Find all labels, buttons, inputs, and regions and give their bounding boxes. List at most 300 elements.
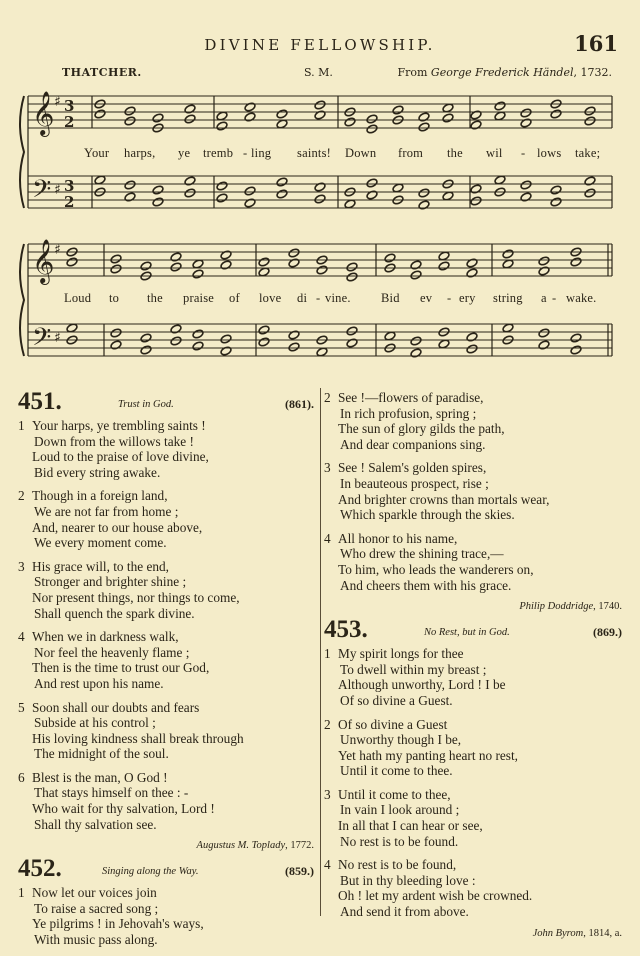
verse-line-text: Who drew the shining trace,—: [340, 546, 504, 562]
hymn-reference: (859.): [285, 864, 314, 879]
lyric-syllable: a: [541, 291, 547, 305]
note-head: [410, 260, 422, 270]
note-head: [66, 257, 78, 267]
verse-line-text: Of so divine a Guest: [338, 716, 448, 732]
hymn-attribution: [324, 601, 622, 612]
note-head: [466, 268, 478, 278]
verse-line: [18, 520, 314, 536]
verse-line: [18, 885, 314, 901]
note-head: [192, 341, 204, 351]
treble-clef: 𝄞: [32, 239, 55, 283]
stanza-number: 4: [18, 629, 25, 645]
verse-line-text: Your harps, ye trembling saints !: [32, 418, 206, 433]
lyric-syllable: Down: [345, 146, 377, 160]
note-head: [110, 340, 122, 350]
verse-line: [324, 562, 622, 578]
verse-line-text: Stronger and brighter shine ;: [34, 574, 187, 590]
verse-line-text: And send it from above.: [340, 904, 469, 920]
verse-line-text: Shall thy salvation see.: [34, 816, 157, 832]
verse-line-text: In vain I look around ;: [340, 802, 460, 818]
note-head: [170, 262, 182, 272]
verse-line-text: His grace will, to the end,: [32, 558, 169, 574]
verse-line-text: That stays himself on thee : -: [34, 785, 189, 801]
stanza-number: 4: [324, 530, 331, 546]
lyric-syllable: the: [447, 146, 463, 160]
hymn-452: [324, 390, 622, 612]
verse-line: [18, 488, 314, 504]
verse-line: [18, 629, 314, 645]
hymn-number: 453.: [324, 616, 368, 644]
note-head: [470, 184, 482, 194]
verse-line: [324, 888, 622, 904]
verse-line: [18, 606, 314, 622]
note-head: [344, 117, 356, 127]
lyric-syllable: wil: [486, 146, 503, 160]
verse-line-text: Unworthy though I be,: [340, 732, 462, 748]
lyric-syllable: ery: [459, 291, 476, 305]
verse-line: [18, 700, 314, 716]
verse-line-text: Ye pilgrims ! in Jehovah's ways,: [32, 916, 204, 932]
lyric-syllable: to: [109, 291, 120, 305]
note-head: [392, 105, 404, 115]
verse-line-text: Although unworthy, Lord ! I be: [338, 677, 506, 693]
verse-line: [324, 693, 622, 709]
verse-line: [324, 677, 622, 693]
note-head: [124, 116, 136, 126]
verse-line: [18, 731, 314, 747]
author-name: John Byrom: [532, 927, 584, 939]
hymn-451: [18, 388, 314, 852]
verse-line: [18, 746, 314, 762]
verse-line: [18, 559, 314, 575]
time-signature-bottom: 2: [64, 113, 75, 131]
note-head: [276, 109, 288, 119]
note-head: [502, 249, 514, 259]
verse-line: [324, 802, 622, 818]
stanza: [324, 857, 622, 919]
verse-line-text: And dear companions sing.: [340, 436, 486, 452]
hymn-number: 452.: [18, 855, 62, 883]
verse-line-text: Of so divine a Guest.: [340, 692, 453, 708]
verse-line: [18, 817, 314, 833]
stanza: [18, 629, 314, 691]
verse-line: [324, 437, 622, 453]
lyric-syllable: di: [297, 291, 308, 305]
lyric-syllable: Bid: [381, 291, 400, 305]
verse-line-text: Then is the time to trust our God,: [32, 660, 210, 676]
note-head: [550, 197, 562, 207]
verse-line: [324, 546, 622, 562]
note-head: [110, 264, 122, 274]
note-head: [346, 262, 358, 272]
page-title: DIVINE FELLOWSHIP.: [204, 36, 436, 54]
stanza-number: 3: [324, 460, 331, 476]
note-head: [538, 256, 550, 266]
note-head: [184, 176, 196, 186]
tune-year: , 1732.: [573, 66, 612, 79]
bass-clef: 𝄢: [32, 323, 52, 358]
hymn-452: [18, 855, 314, 948]
note-head: [584, 188, 596, 198]
verse-line-text: With music pass along.: [34, 932, 158, 948]
note-head: [418, 200, 430, 210]
author-year: , 1740.: [593, 601, 622, 613]
note-head: [584, 106, 596, 116]
note-head: [216, 181, 228, 191]
verse-line-text: We are not far from home ;: [34, 503, 179, 519]
note-head: [244, 186, 256, 196]
lyrics-line-1: [0, 146, 640, 162]
lyric-syllable: from: [398, 146, 424, 160]
verse-line: [18, 645, 314, 661]
hymn-reference: (869.): [593, 625, 622, 640]
hymn-header: [18, 388, 314, 418]
verse-line: [18, 770, 314, 786]
tune-meter: S. M.: [304, 66, 333, 79]
note-head: [346, 326, 358, 336]
verse-line-text: To raise a sacred song ;: [34, 900, 159, 916]
note-head: [258, 325, 270, 335]
lyric-syllable: -: [521, 146, 526, 160]
note-head: [314, 110, 326, 120]
lyric-syllable: ling: [251, 146, 272, 160]
author-year: , 1814, a.: [583, 927, 622, 939]
note-head: [152, 113, 164, 123]
tune-source-prefix: From: [397, 66, 428, 79]
note-head: [140, 345, 152, 355]
note-head: [110, 328, 122, 338]
note-head: [184, 114, 196, 124]
verse-line: [324, 492, 622, 508]
verse-line: [18, 660, 314, 676]
music-score: [0, 0, 640, 390]
verse-line: [324, 748, 622, 764]
verse-line: [324, 531, 622, 547]
key-sharp: ♯: [54, 330, 61, 346]
note-head: [346, 338, 358, 348]
verse-line: [18, 916, 314, 932]
note-head: [466, 332, 478, 342]
hymn-header: [324, 616, 622, 646]
verse-line-text: Loud to the praise of love divine,: [32, 449, 209, 465]
note-head: [438, 261, 450, 271]
lyric-syllable: wake.: [566, 291, 597, 305]
hymn-attribution: [324, 928, 622, 939]
verse-line-text: Oh ! let my ardent wish be crowned.: [338, 888, 533, 904]
tune-composer: George Frederick Händel: [430, 66, 574, 79]
verse-line-text: Which sparkle through the skies.: [340, 507, 515, 523]
lyric-syllable: ev: [420, 291, 433, 305]
note-head: [418, 122, 430, 132]
verse-line-text: We every moment come.: [34, 535, 167, 551]
verse-line: [18, 418, 314, 434]
note-head: [220, 334, 232, 344]
stanza: [18, 770, 314, 832]
note-head: [258, 257, 270, 267]
treble-clef: 𝄞: [32, 91, 55, 135]
note-head: [288, 248, 300, 258]
time-signature-top: 3: [64, 97, 75, 115]
key-sharp: ♯: [54, 242, 61, 258]
note-head: [410, 270, 422, 280]
note-head: [124, 192, 136, 202]
verse-line-text: No rest is to be found,: [338, 857, 457, 873]
note-head: [366, 124, 378, 134]
note-head: [220, 260, 232, 270]
time-signature-bottom: 2: [64, 193, 75, 211]
verse-line-text: See !—flowers of paradise,: [338, 390, 484, 405]
column-divider: [320, 388, 321, 916]
note-head: [184, 104, 196, 114]
note-head: [520, 108, 532, 118]
verse-line-text: The midnight of the soul.: [34, 746, 169, 762]
lyric-syllable: -: [447, 291, 452, 305]
verse-line-text: The sun of glory gilds the path,: [338, 421, 505, 437]
note-head: [152, 197, 164, 207]
page-number: 161: [574, 31, 618, 56]
verse-line-text: Now let our voices join: [32, 885, 157, 901]
note-head: [538, 266, 550, 276]
note-head: [244, 102, 256, 112]
stanza-number: 2: [324, 390, 331, 405]
note-head: [366, 114, 378, 124]
note-head: [418, 112, 430, 122]
lyric-syllable: tremb: [203, 146, 234, 160]
verse-line-text: See ! Salem's golden spires,: [338, 460, 487, 476]
hymn-attribution: [18, 840, 314, 851]
verse-line: [324, 787, 622, 803]
hymn-reference: (861).: [285, 397, 314, 411]
lyrics-line-2: [0, 291, 640, 307]
note-head: [520, 118, 532, 128]
verse-line-text: His loving kindness shall break through: [32, 730, 244, 746]
note-head: [244, 112, 256, 122]
lyric-syllable: saints!: [297, 146, 332, 160]
note-head: [584, 116, 596, 126]
verse-line: [18, 504, 314, 520]
note-head: [140, 333, 152, 343]
verse-line: [18, 465, 314, 481]
verse-line-text: To dwell within my breast ;: [340, 661, 487, 677]
note-head: [314, 100, 326, 110]
note-head: [384, 253, 396, 263]
note-head: [288, 342, 300, 352]
verse-line-text: In rich profusion, spring ;: [340, 405, 477, 421]
key-sharp: ♯: [54, 182, 61, 198]
lyric-syllable: love: [259, 291, 282, 305]
verse-line: [324, 476, 622, 492]
verse-line: [324, 763, 622, 779]
note-head: [466, 344, 478, 354]
note-head: [170, 336, 182, 346]
note-head: [442, 113, 454, 123]
verse-line: [324, 873, 622, 889]
verse-line: [324, 662, 622, 678]
verse-line-text: Subside at his control ;: [34, 715, 156, 731]
verse-line-text: Shall quench the spark divine.: [34, 605, 195, 621]
stanza-number: 2: [324, 716, 331, 732]
right-column: [324, 390, 622, 947]
verse-line-text: In beauteous prospect, rise ;: [340, 475, 489, 491]
verse-line-text: But in thy bleeding love :: [340, 872, 476, 888]
stanza: [18, 418, 314, 480]
note-head: [288, 258, 300, 268]
verse-line-text: Bid every string awake.: [34, 464, 161, 480]
verse-line: [18, 535, 314, 551]
verse-line: [324, 390, 622, 406]
note-head: [244, 198, 256, 208]
verse-line: [324, 717, 622, 733]
note-head: [184, 188, 196, 198]
verse-line-text: No rest is to be found.: [340, 833, 459, 849]
lyric-syllable: -: [243, 146, 248, 160]
author-name: Philip Doddridge: [519, 601, 594, 613]
note-head: [550, 185, 562, 195]
verse-line-text: Nor feel the heavenly flame ;: [34, 644, 190, 660]
verse-line: [18, 434, 314, 450]
verse-line: [18, 574, 314, 590]
stanza-number: 1: [324, 646, 331, 662]
verse-line-text: And cheers them with his grace.: [340, 577, 512, 593]
note-head: [410, 336, 422, 346]
verse-line: [324, 834, 622, 850]
note-head: [170, 252, 182, 262]
note-head: [366, 190, 378, 200]
verse-line-text: Blest is the man, O God !: [32, 769, 168, 785]
verse-line: [324, 732, 622, 748]
left-column: [18, 388, 314, 956]
hymn-title: No Rest, but in God.: [424, 627, 510, 639]
verse-line-text: When we in darkness walk,: [32, 629, 179, 645]
note-head: [216, 121, 228, 131]
note-head: [192, 269, 204, 279]
lyric-syllable: of: [229, 291, 240, 305]
note-head: [520, 180, 532, 190]
stanza: [324, 646, 622, 708]
stanza-number: 1: [18, 418, 25, 433]
stanza-number: 6: [18, 769, 25, 785]
lyric-syllable: lows: [537, 146, 562, 160]
note-head: [276, 189, 288, 199]
verse-line-text: And rest upon his name.: [34, 675, 164, 691]
verse-line-text: Yet hath my panting heart no rest,: [338, 747, 518, 763]
verse-line: [18, 449, 314, 465]
stanza: [324, 787, 622, 849]
author-name: Augustus M. Toplady: [196, 840, 286, 852]
lyric-syllable: -: [316, 291, 321, 305]
note-head: [570, 333, 582, 343]
lyric-syllable: ye: [178, 146, 191, 160]
verse-line: [18, 590, 314, 606]
verse-line-text: Who wait for thy salvation, Lord !: [32, 801, 215, 817]
verse-line-text: And brighter crowns than mortals wear,: [338, 491, 550, 507]
stanza-number: 2: [18, 488, 25, 504]
hymn-header: [18, 855, 314, 885]
stanza-number: 3: [18, 558, 25, 574]
stanza: [324, 390, 622, 452]
hymn-title: Singing along the Way.: [102, 866, 199, 878]
verse-line: [18, 785, 314, 801]
key-sharp: ♯: [54, 94, 61, 110]
note-head: [550, 109, 562, 119]
note-head: [470, 196, 482, 206]
note-head: [170, 324, 182, 334]
stanza-number: 4: [324, 857, 331, 873]
verse-line: [18, 715, 314, 731]
verse-line: [18, 932, 314, 948]
note-head: [520, 192, 532, 202]
note-head: [570, 257, 582, 267]
hymn-453: [324, 616, 622, 939]
verse-line: [324, 578, 622, 594]
lyric-syllable: take;: [575, 146, 601, 160]
bass-clef: 𝄢: [32, 175, 52, 210]
verse-line: [324, 818, 622, 834]
note-head: [94, 109, 106, 119]
verse-line: [18, 801, 314, 817]
verse-line: [324, 904, 622, 920]
note-head: [216, 193, 228, 203]
stanza: [324, 717, 622, 779]
note-head: [316, 265, 328, 275]
note-head: [124, 180, 136, 190]
verse-line-text: Soon shall our doubts and fears: [32, 699, 200, 715]
verse-line-text: All honor to his name,: [338, 530, 458, 546]
note-head: [346, 272, 358, 282]
note-head: [258, 337, 270, 347]
lyric-syllable: vine.: [325, 291, 351, 305]
stanza: [18, 700, 314, 762]
note-head: [110, 254, 122, 264]
note-head: [276, 177, 288, 187]
stanza-number: 3: [324, 786, 331, 802]
lyric-syllable: -: [552, 291, 557, 305]
verse-line-text: My spirit longs for thee: [338, 646, 464, 662]
note-head: [584, 176, 596, 186]
stanza: [18, 885, 314, 947]
note-head: [410, 348, 422, 358]
verse-line-text: Though in a foreign land,: [32, 488, 168, 504]
hymn-title: Trust in God.: [118, 399, 174, 410]
stanza: [18, 488, 314, 550]
verse-line-text: Until it come to thee,: [338, 786, 451, 802]
note-head: [494, 101, 506, 111]
note-head: [220, 250, 232, 260]
note-head: [314, 194, 326, 204]
note-head: [314, 182, 326, 192]
note-head: [470, 110, 482, 120]
note-head: [538, 328, 550, 338]
stanza-number: 1: [18, 885, 25, 901]
verse-line: [324, 507, 622, 523]
verse-line: [324, 421, 622, 437]
verse-line: [324, 460, 622, 476]
verse-line: [324, 857, 622, 873]
stanza: [324, 531, 622, 593]
verse-line-text: And, nearer to our house above,: [32, 519, 203, 535]
lyric-syllable: the: [147, 291, 163, 305]
hymn-number: 451.: [18, 388, 62, 415]
time-signature-top: 3: [64, 177, 75, 195]
verse-line-text: In all that I can hear or see,: [338, 818, 483, 834]
note-head: [152, 185, 164, 195]
lyric-syllable: Loud: [64, 291, 92, 305]
stanza: [324, 460, 622, 522]
note-head: [538, 340, 550, 350]
note-head: [288, 330, 300, 340]
lyric-syllable: harps,: [124, 146, 156, 160]
note-head: [140, 261, 152, 271]
